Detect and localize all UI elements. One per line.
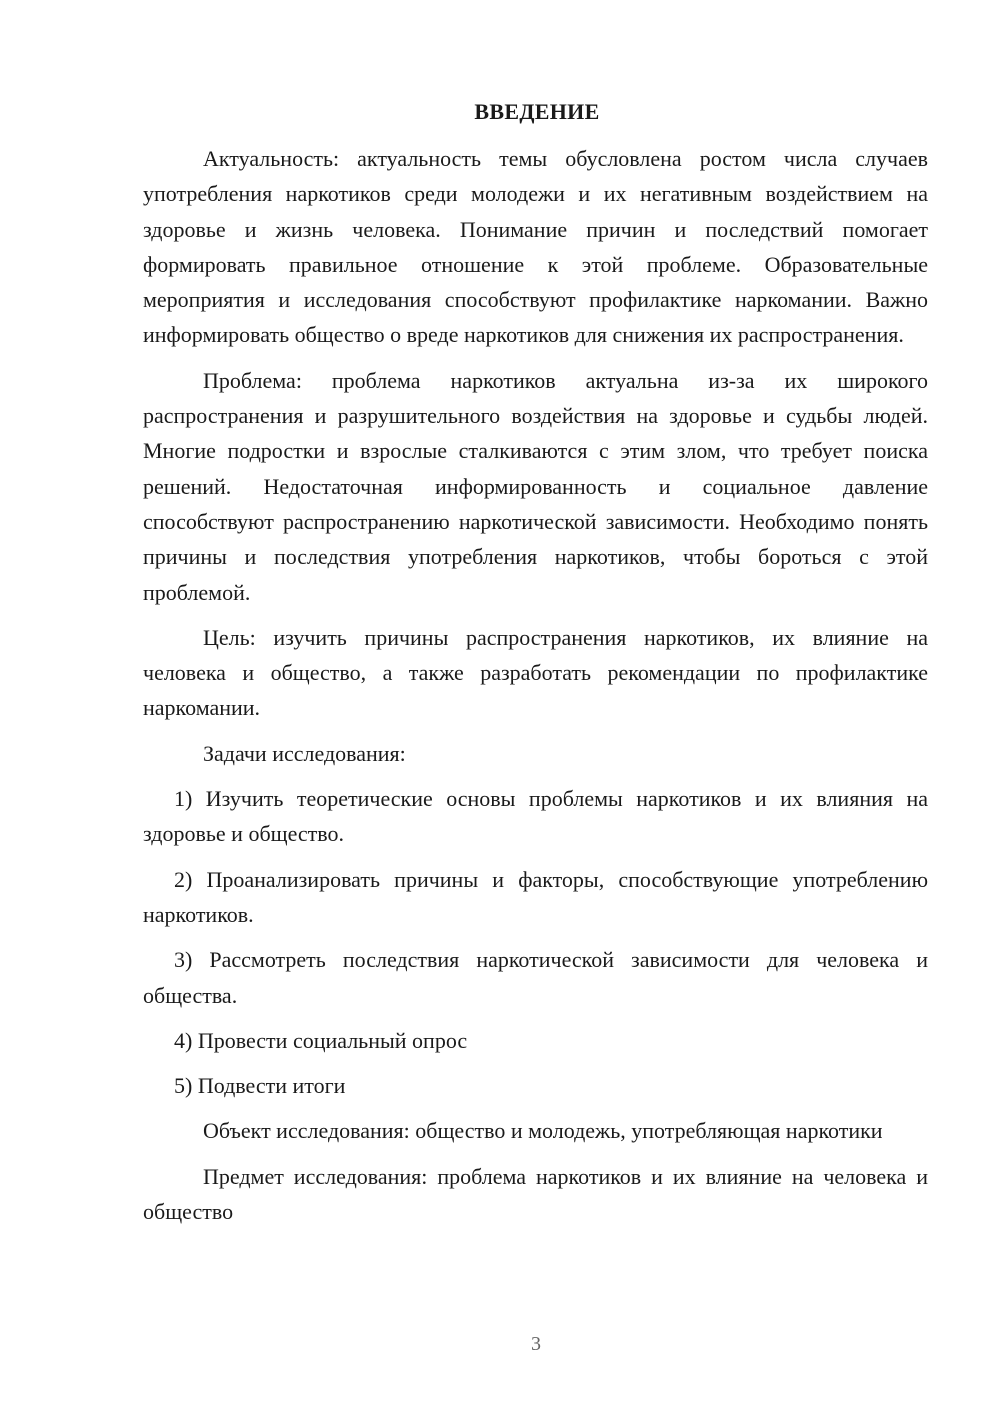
task-item-5: 5) Подвести итоги <box>174 1073 346 1099</box>
paragraph-object: Объект исследования: общество и молодежь, употребляющая наркотики <box>203 1118 883 1144</box>
page-number: 3 <box>531 1333 541 1355</box>
paragraph-goal: Цель: изучить причины распространения наркотиков, их влияние на человека и общество, а также разработать рекомендации по профилактике наркомании. <box>143 624 928 721</box>
page-content <box>143 94 928 1239</box>
paragraph-tasks-heading: Задачи исследования: <box>203 740 406 766</box>
paragraph-relevance: Актуальность: актуальность темы обусловлена ростом числа случаев употребления наркотиков среди молодежи и их негативным воздействием на здоровье и жизнь человека. Понимание причин и последствий помогает формировать правильное отношение к этой проблеме. Образовательные мероприятия и исследования способствуют профилактике наркомании. Важно информировать общество о вреде наркотиков для снижения их распространения. <box>143 146 928 348</box>
task-item-2: 2) Проанализировать причины и факторы, способствующие употреблению наркотиков. <box>143 866 928 927</box>
task-item-4: 4) Провести социальный опрос <box>174 1027 468 1053</box>
task-item-1: 1) Изучить теоретические основы проблемы наркотиков и их влияния на здоровье и общество. <box>143 786 928 847</box>
task-item-3: 3) Рассмотреть последствия наркотической зависимости для человека и общества. <box>143 947 928 1008</box>
section-heading: ВВЕДЕНИЕ <box>474 99 600 124</box>
paragraph-problem: Проблема: проблема наркотиков актуальна из-за их широкого распространения и разрушительного воздействия на здоровье и судьбы людей. Многие подростки и взрослые сталкиваются с этим злом, что требует поиска решений. Недостаточная информированность и социальное давление способствуют распространению наркотической зависимости. Необходимо понять причины и последствия употребления наркотиков, чтобы бороться с этой проблемой. <box>143 367 928 605</box>
paragraph-subject: Предмет исследования: проблема наркотиков и их влияние на человека и общество <box>143 1163 928 1225</box>
